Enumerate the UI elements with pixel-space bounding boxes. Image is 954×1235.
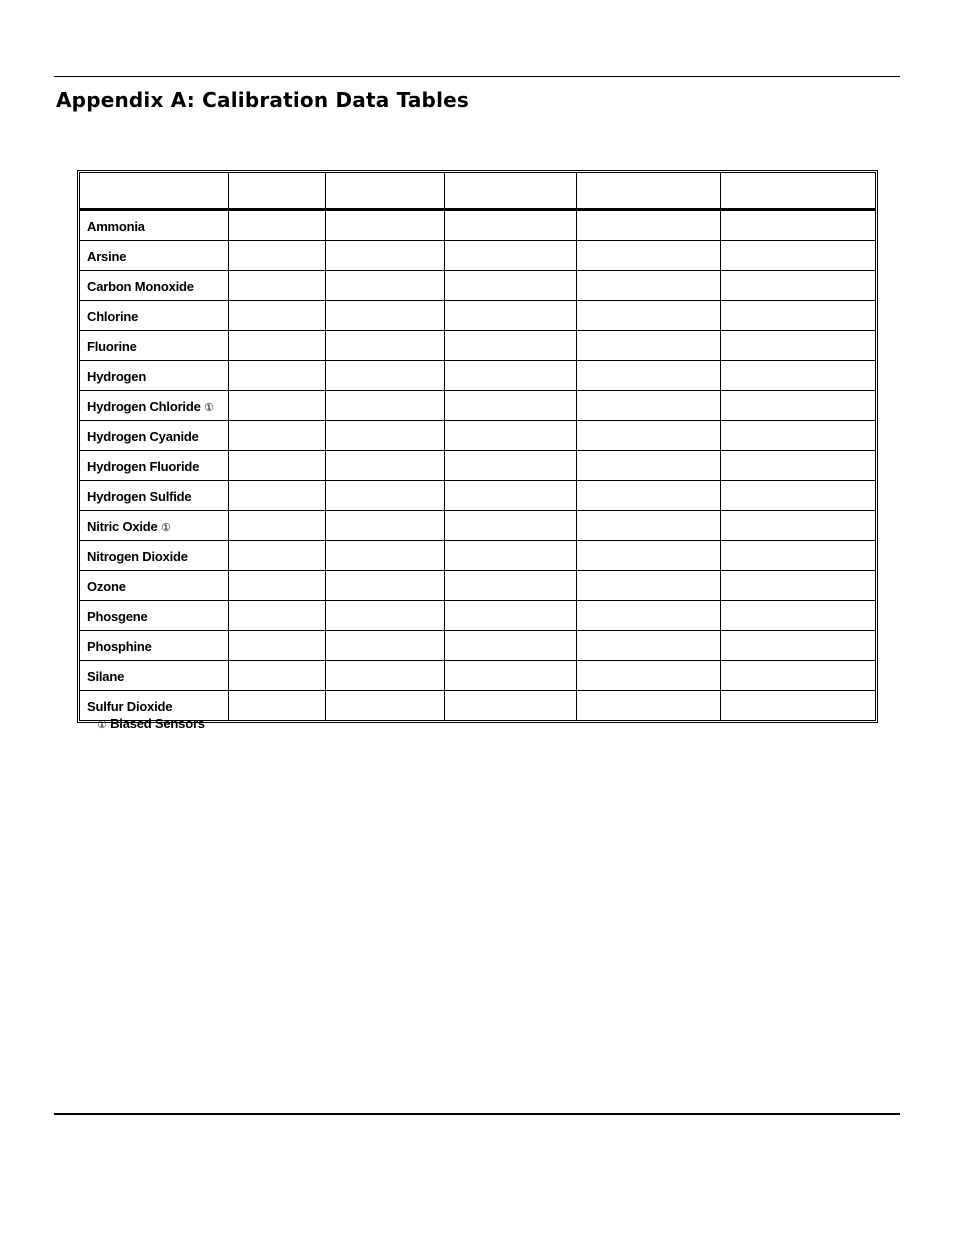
gas-name: Phosphine bbox=[87, 639, 152, 654]
data-cell bbox=[576, 210, 720, 241]
data-cell bbox=[326, 631, 445, 661]
data-cell bbox=[720, 421, 875, 451]
data-cell bbox=[229, 391, 326, 421]
data-cell bbox=[326, 271, 445, 301]
data-cell bbox=[229, 451, 326, 481]
data-cell bbox=[720, 451, 875, 481]
data-cell bbox=[576, 271, 720, 301]
data-cell bbox=[720, 481, 875, 511]
data-cell bbox=[229, 601, 326, 631]
gas-name: Sulfur Dioxide bbox=[87, 699, 173, 714]
gas-name-cell bbox=[80, 541, 229, 571]
table-row bbox=[80, 601, 876, 631]
gas-name: Hydrogen Fluoride bbox=[87, 459, 200, 474]
table-row bbox=[80, 210, 876, 241]
gas-name-cell bbox=[80, 661, 229, 691]
gas-name-cell bbox=[80, 481, 229, 511]
data-cell bbox=[445, 601, 576, 631]
data-cell bbox=[720, 361, 875, 391]
table-header-row bbox=[80, 173, 876, 210]
footer-rule bbox=[54, 1113, 900, 1115]
gas-name-cell bbox=[80, 451, 229, 481]
data-cell bbox=[445, 661, 576, 691]
header-cell bbox=[80, 173, 229, 210]
gas-name: Nitric Oxide bbox=[87, 519, 158, 534]
data-cell bbox=[229, 691, 326, 721]
data-cell bbox=[229, 481, 326, 511]
gas-name-cell bbox=[80, 511, 229, 541]
data-cell bbox=[445, 691, 576, 721]
data-cell bbox=[445, 541, 576, 571]
gas-name-cell bbox=[80, 331, 229, 361]
data-cell bbox=[445, 631, 576, 661]
biased-sensor-mark: ① bbox=[161, 521, 171, 534]
table-row bbox=[80, 541, 876, 571]
data-cell bbox=[576, 421, 720, 451]
gas-name: Fluorine bbox=[87, 339, 137, 354]
data-cell bbox=[229, 331, 326, 361]
data-cell bbox=[229, 541, 326, 571]
data-cell bbox=[326, 331, 445, 361]
data-cell bbox=[576, 631, 720, 661]
header-cell bbox=[229, 173, 326, 210]
data-cell bbox=[326, 541, 445, 571]
data-cell bbox=[445, 241, 576, 271]
data-cell bbox=[576, 541, 720, 571]
data-cell bbox=[445, 331, 576, 361]
data-cell bbox=[326, 421, 445, 451]
gas-name: Ozone bbox=[87, 579, 126, 594]
data-cell bbox=[229, 301, 326, 331]
data-cell bbox=[326, 601, 445, 631]
data-cell bbox=[326, 571, 445, 601]
data-cell bbox=[720, 331, 875, 361]
data-cell bbox=[326, 391, 445, 421]
gas-name-cell bbox=[80, 361, 229, 391]
calibration-table-frame bbox=[77, 170, 878, 723]
data-cell bbox=[576, 391, 720, 421]
gas-name: Hydrogen Sulfide bbox=[87, 489, 192, 504]
gas-name-cell bbox=[80, 571, 229, 601]
data-cell bbox=[576, 451, 720, 481]
data-cell bbox=[720, 271, 875, 301]
data-cell bbox=[326, 691, 445, 721]
gas-name: Arsine bbox=[87, 249, 127, 264]
table-row bbox=[80, 361, 876, 391]
data-cell bbox=[720, 661, 875, 691]
data-cell bbox=[229, 631, 326, 661]
data-cell bbox=[326, 210, 445, 241]
data-cell bbox=[326, 481, 445, 511]
data-cell bbox=[720, 601, 875, 631]
table-row bbox=[80, 661, 876, 691]
data-cell bbox=[229, 661, 326, 691]
data-cell bbox=[720, 210, 875, 241]
data-cell bbox=[326, 661, 445, 691]
data-cell bbox=[576, 481, 720, 511]
gas-name: Phosgene bbox=[87, 609, 148, 624]
calibration-table bbox=[79, 172, 876, 721]
gas-name-cell bbox=[80, 271, 229, 301]
data-cell bbox=[720, 391, 875, 421]
data-cell bbox=[229, 511, 326, 541]
gas-name-cell bbox=[80, 631, 229, 661]
gas-name-cell bbox=[80, 210, 229, 241]
data-cell bbox=[445, 391, 576, 421]
table-row bbox=[80, 421, 876, 451]
data-cell bbox=[326, 511, 445, 541]
footnote bbox=[97, 716, 205, 731]
data-cell bbox=[445, 511, 576, 541]
data-cell bbox=[720, 511, 875, 541]
data-cell bbox=[576, 571, 720, 601]
data-cell bbox=[576, 691, 720, 721]
header-rule bbox=[54, 76, 900, 77]
gas-name-cell bbox=[80, 421, 229, 451]
data-cell bbox=[445, 481, 576, 511]
header-cell bbox=[445, 173, 576, 210]
gas-name: Hydrogen Chloride bbox=[87, 399, 201, 414]
gas-name: Chlorine bbox=[87, 309, 139, 324]
table-row bbox=[80, 571, 876, 601]
table-row bbox=[80, 391, 876, 421]
gas-name-cell bbox=[80, 241, 229, 271]
data-cell bbox=[229, 210, 326, 241]
table-row bbox=[80, 331, 876, 361]
data-cell bbox=[445, 210, 576, 241]
data-cell bbox=[445, 451, 576, 481]
data-cell bbox=[720, 301, 875, 331]
table-body bbox=[80, 210, 876, 721]
data-cell bbox=[229, 571, 326, 601]
data-cell bbox=[720, 541, 875, 571]
data-cell bbox=[445, 271, 576, 301]
biased-sensor-mark: ① bbox=[204, 401, 214, 414]
data-cell bbox=[720, 241, 875, 271]
data-cell bbox=[445, 361, 576, 391]
header-cell bbox=[576, 173, 720, 210]
data-cell bbox=[576, 661, 720, 691]
gas-name-cell bbox=[80, 391, 229, 421]
data-cell bbox=[229, 271, 326, 301]
gas-name: Ammonia bbox=[87, 219, 145, 234]
gas-name-cell bbox=[80, 601, 229, 631]
data-cell bbox=[445, 571, 576, 601]
gas-name: Silane bbox=[87, 669, 125, 684]
gas-name: Nitrogen Dioxide bbox=[87, 549, 188, 564]
table-row bbox=[80, 241, 876, 271]
data-cell bbox=[576, 241, 720, 271]
data-cell bbox=[720, 571, 875, 601]
footnote-text: Biased Sensors bbox=[110, 716, 205, 731]
gas-name: Hydrogen Cyanide bbox=[87, 429, 199, 444]
data-cell bbox=[229, 421, 326, 451]
footnote-mark: ① bbox=[97, 718, 107, 731]
data-cell bbox=[229, 241, 326, 271]
data-cell bbox=[326, 451, 445, 481]
data-cell bbox=[720, 691, 875, 721]
header-cell bbox=[720, 173, 875, 210]
data-cell bbox=[445, 301, 576, 331]
data-cell bbox=[576, 301, 720, 331]
data-cell bbox=[326, 241, 445, 271]
data-cell bbox=[445, 421, 576, 451]
gas-name: Carbon Monoxide bbox=[87, 279, 194, 294]
table-row bbox=[80, 451, 876, 481]
table-row bbox=[80, 511, 876, 541]
table-row bbox=[80, 631, 876, 661]
data-cell bbox=[326, 361, 445, 391]
data-cell bbox=[326, 301, 445, 331]
table-row bbox=[80, 271, 876, 301]
data-cell bbox=[576, 361, 720, 391]
page-title: Appendix A: Calibration Data Tables bbox=[56, 88, 469, 112]
data-cell bbox=[576, 511, 720, 541]
header-cell bbox=[326, 173, 445, 210]
data-cell bbox=[720, 631, 875, 661]
table-row bbox=[80, 301, 876, 331]
gas-name-cell bbox=[80, 301, 229, 331]
data-cell bbox=[576, 601, 720, 631]
table-row bbox=[80, 481, 876, 511]
data-cell bbox=[576, 331, 720, 361]
gas-name: Hydrogen bbox=[87, 369, 147, 384]
data-cell bbox=[229, 361, 326, 391]
